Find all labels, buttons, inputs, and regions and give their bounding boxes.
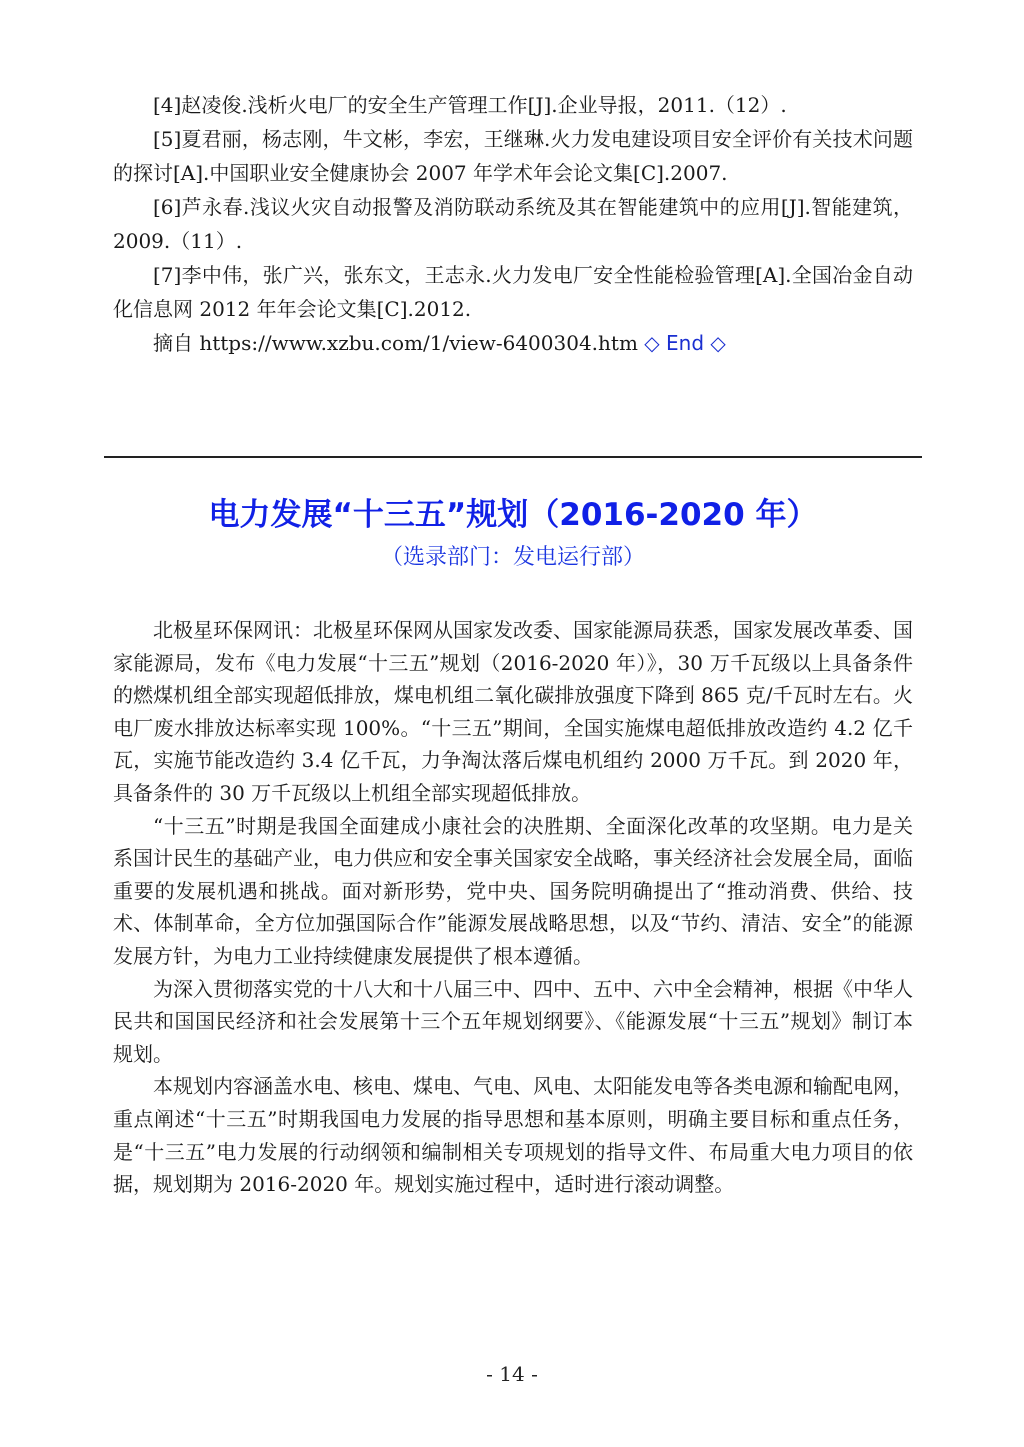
article-subtitle: （选录部门：发电运行部）	[380, 545, 645, 570]
reference-item: [7]李中伟，张广兴，张东文，王志永.火力发电厂安全性能检验管理[A].全国冶金自动化信息网 2012 年年会论文集[C].2012.	[113, 263, 913, 321]
body-paragraph: 北极星环保网讯：北极星环保网从国家发改委、国家能源局获悉，国家发展改革委、国家能源局，发布《电力发展“十三五”规划（2016-2020 年）》，30 万千瓦级以上具备条件的燃煤机组全部实现超低排放，煤电机组二氧化碳排放强度下降到 865 克/千瓦时左右。火电厂废水排放达标率实现 100%。“十三五”期间，全国实施煤电超低排放改造约 4.2 亿千瓦，实施节能改造约 3.4 亿千瓦，力争淘汰落后煤电机组约 2000 万千瓦。到 2020 年，具备条件的 30 万千瓦级以上机组全部实现超低排放。	[113, 618, 913, 805]
reference-item: [5]夏君丽，杨志刚，牛文彬，李宏，王继琳.火力发电建设项目安全评价有关技术问题的探讨[A].中国职业安全健康协会 2007 年学术年会论文集[C].2007.	[113, 127, 913, 185]
source-line	[113, 326, 913, 360]
article-title: 电力发展“十三五”规划（2016-2020 年）	[208, 497, 818, 533]
reference-item: [4]赵凌俊.浅析火电厂的安全生产管理工作[J].企业导报，2011.（12）.	[153, 93, 787, 117]
source-text: 摘自 https://www.xzbu.com/1/view-6400304.htm	[153, 331, 645, 355]
reference-item: [6]芦永春.浅议火灾自动报警及消防联动系统及其在智能建筑中的应用[J].智能建筑，2009.（11）.	[113, 195, 913, 253]
section-divider	[104, 456, 922, 458]
page-number: - 14 -	[486, 1362, 538, 1386]
reference-list	[113, 88, 913, 360]
body-paragraph: 本规划内容涵盖水电、核电、煤电、气电、风电、太阳能发电等各类电源和输配电网，重点阐述“十三五”时期我国电力发展的指导思想和基本原则，明确主要目标和重点任务，是“十三五”电力发展的行动纲领和编制相关专项规划的指导文件、布局重大电力项目的依据，规划期为 2016-2020 年。规划实施过程中，适时进行滚动调整。	[113, 1074, 913, 1197]
article-header	[104, 490, 922, 576]
body-paragraph: 为深入贯彻落实党的十八大和十八届三中、四中、五中、六中全会精神，根据《中华人民共和国国民经济和社会发展第十三个五年规划纲要》、《能源发展“十三五”规划》制订本规划。	[113, 976, 913, 1066]
end-mark: ◇ End ◇	[644, 331, 726, 355]
article-body	[113, 614, 913, 1201]
body-paragraph: “十三五”时期是我国全面建成小康社会的决胜期、全面深化改革的攻坚期。电力是关系国计民生的基础产业，电力供应和安全事关国家安全战略，事关经济社会发展全局，面临重要的发展机遇和挑战。面对新形势，党中央、国务院明确提出了“推动消费、供给、技术、体制革命，全方位加强国际合作”能源发展战略思想，以及“节约、清洁、安全”的能源发展方针，为电力工业持续健康发展提供了根本遵循。	[113, 813, 913, 968]
